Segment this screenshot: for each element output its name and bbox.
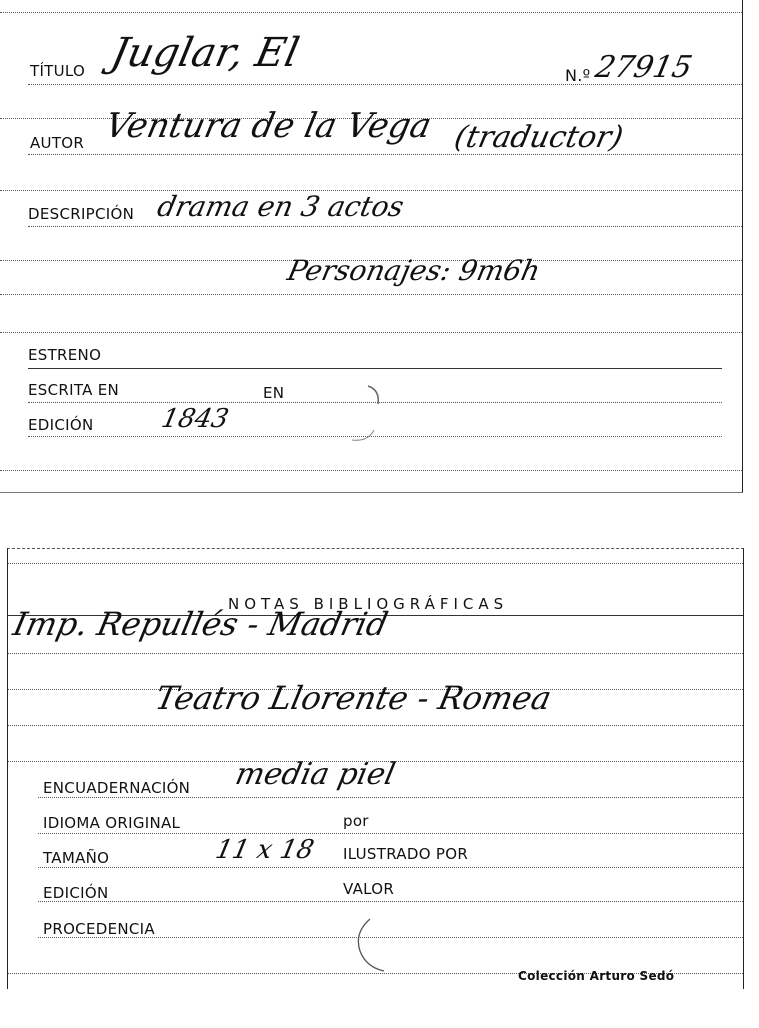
tamano-label: TAMAÑO (43, 849, 110, 867)
descripcion-label: DESCRIPCIÓN (28, 205, 135, 223)
guide-rule (8, 563, 743, 564)
guide-rule (0, 332, 742, 333)
encuadernacion-label: ENCUADERNACIÓN (43, 779, 191, 797)
valor-label: VALOR (343, 880, 395, 898)
titulo-label: TÍTULO (30, 62, 86, 80)
card-edge-rule (0, 12, 742, 13)
autor-note: (traductor) (451, 120, 627, 155)
note-line-1: Imp. Repullés - Madrid (9, 605, 392, 643)
procedencia-label: PROCEDENCIA (43, 920, 155, 938)
estreno-label: ESTRENO (28, 346, 102, 364)
catalog-card-front (0, 0, 743, 493)
edicion-label: EDICIÓN (28, 416, 94, 434)
coleccion-footer: Colección Arturo Sedó (518, 969, 675, 983)
numero-value: 27915 (592, 50, 696, 85)
personajes-value: Personajes: 9m6h (284, 254, 544, 287)
autor-label: AUTOR (30, 134, 85, 152)
edicion-rule (38, 901, 743, 902)
ilustrado-por-label: ILUSTRADO POR (343, 845, 469, 863)
autor-value: Ventura de la Vega (101, 106, 435, 146)
guide-rule (0, 470, 742, 471)
catalog-card-back (7, 548, 744, 989)
idioma-original-label: IDIOMA ORIGINAL (43, 814, 181, 832)
edicion-value: 1843 (158, 404, 232, 434)
guide-rule (8, 725, 743, 726)
descripcion-value: drama en 3 actos (154, 190, 407, 223)
por-label: por (343, 812, 369, 830)
estreno-rule (28, 368, 722, 369)
punch-hole-mark (348, 915, 398, 975)
note-line-2: Teatro Llorente - Romea (151, 679, 555, 717)
descripcion-rule (28, 226, 742, 227)
tamano-rule (38, 867, 743, 868)
guide-rule (0, 294, 742, 295)
en-label: EN (263, 384, 285, 402)
encuadernacion-rule (38, 797, 743, 798)
punch-hole-mark (338, 380, 388, 450)
notas-heading: NOTAS BIBLIOGRÁFICAS (228, 595, 509, 613)
escrita-en-label: ESCRITA EN (28, 381, 120, 399)
edicion-label-bottom: EDICIÓN (43, 884, 109, 902)
titulo-value: Juglar, El (107, 30, 304, 76)
idioma-rule (38, 833, 743, 834)
tamano-value: 11 x 18 (212, 835, 317, 865)
guide-rule (8, 653, 743, 654)
encuadernacion-value: media piel (232, 757, 399, 792)
numero-label: N.º (565, 66, 591, 85)
autor-rule (28, 154, 742, 155)
